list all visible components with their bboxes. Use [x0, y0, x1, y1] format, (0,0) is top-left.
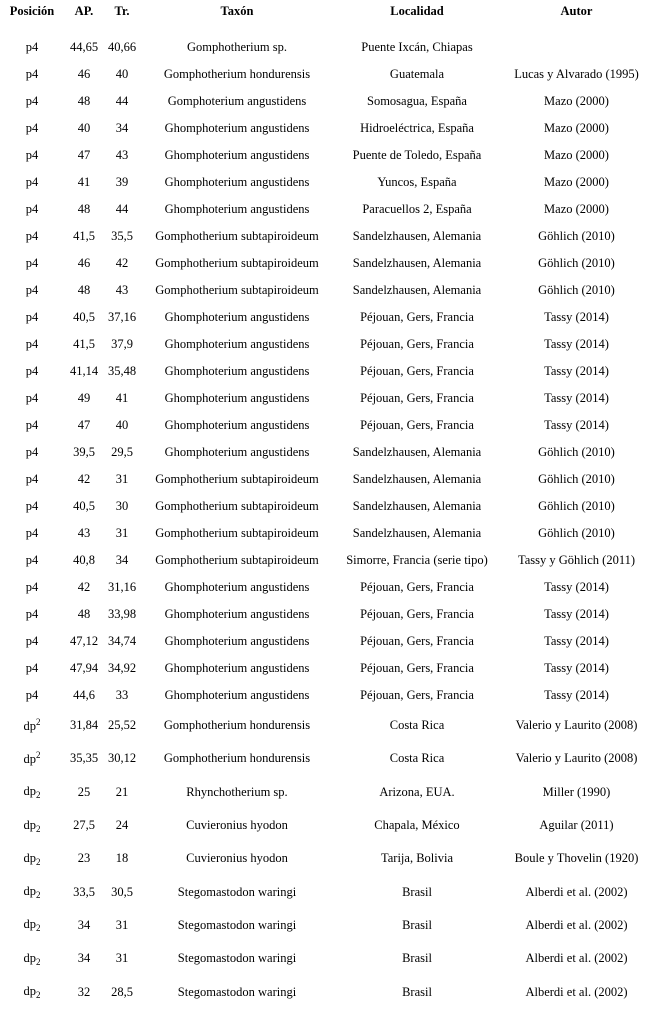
cell-tr: 34 [115, 553, 129, 567]
cell-ap: 47 [77, 418, 91, 432]
cell-posicion [0, 115, 64, 142]
cell-taxon: Gomphotherium subtapiroideum [155, 499, 319, 513]
cell-posicion [0, 909, 64, 942]
cell-posicion [0, 520, 64, 547]
table-row [0, 601, 653, 628]
cell-autor: Göhlich (2010) [538, 445, 615, 459]
cell-ap: 48 [77, 94, 91, 108]
cell-posicion [0, 196, 64, 223]
cell-localidad: Péjouan, Gers, Francia [360, 310, 474, 324]
cell-ap: 48 [77, 607, 91, 621]
position-base: p4 [25, 283, 39, 297]
cell-posicion [0, 412, 64, 439]
cell-localidad: Somosagua, España [367, 94, 467, 108]
cell-posicion [0, 358, 64, 385]
header-ap: AP. [74, 4, 94, 18]
cell-localidad: Péjouan, Gers, Francia [360, 364, 474, 378]
cell-autor: Tassy (2014) [544, 391, 609, 405]
table-row [0, 520, 653, 547]
position-base: p4 [25, 337, 39, 351]
table-row [0, 88, 653, 115]
cell-localidad: Brasil [402, 984, 432, 999]
table-row [0, 742, 653, 775]
cell-localidad: Costa Rica [389, 751, 445, 766]
cell-tr: 31 [115, 951, 129, 966]
cell-ap: 34 [77, 917, 91, 932]
cell-ap: 25 [77, 784, 91, 799]
cell-localidad: Brasil [402, 951, 432, 966]
cell-autor: Göhlich (2010) [538, 472, 615, 486]
cell-ap: 34 [77, 951, 91, 966]
position-base: p4 [25, 229, 39, 243]
position-base: p4 [25, 526, 39, 540]
table-row [0, 331, 653, 358]
cell-taxon: Ghomphoterium angustidens [164, 607, 310, 621]
cell-posicion [0, 574, 64, 601]
cell-ap: 49 [77, 391, 91, 405]
header-row [0, 0, 653, 34]
cell-posicion [0, 304, 64, 331]
cell-localidad: Puente Ixcán, Chiapas [361, 40, 473, 54]
table-row [0, 223, 653, 250]
table-row [0, 169, 653, 196]
cell-autor: Mazo (2000) [544, 148, 609, 162]
table-row [0, 709, 653, 742]
position-base: p4 [25, 121, 39, 135]
cell-taxon: Gomphotherium subtapiroideum [155, 229, 319, 243]
cell-taxon: Ghomphoterium angustidens [164, 445, 310, 459]
cell-tr: 41 [115, 391, 129, 405]
cell-taxon: Ghomphoterium angustidens [164, 148, 310, 162]
cell-autor: Lucas y Alvarado (1995) [514, 67, 639, 81]
table-body [0, 34, 653, 1009]
cell-tr: 30,5 [111, 884, 133, 899]
table-row [0, 142, 653, 169]
position-base: dp [23, 719, 36, 734]
position-base: dp [23, 850, 36, 865]
cell-posicion [0, 655, 64, 682]
cell-ap: 44,65 [69, 40, 99, 54]
table-row [0, 250, 653, 277]
cell-autor: Alberdi et al. (2002) [525, 951, 628, 966]
cell-taxon: Gomphotherium sp. [187, 40, 287, 54]
cell-autor: Göhlich (2010) [538, 283, 615, 297]
cell-autor [500, 34, 653, 61]
cell-taxon: Stegomastodon waringi [177, 884, 297, 899]
cell-autor: Tassy (2014) [544, 337, 609, 351]
cell-taxon: Ghomphoterium angustidens [164, 337, 310, 351]
cell-tr: 37,16 [107, 310, 137, 324]
table-row [0, 909, 653, 942]
cell-tr: 24 [115, 818, 129, 833]
cell-autor: Boule y Thovelin (1920) [514, 851, 639, 866]
cell-autor: Alberdi et al. (2002) [525, 984, 628, 999]
cell-localidad: Chapala, México [374, 818, 460, 833]
cell-ap: 35,35 [69, 751, 99, 766]
cell-ap: 44,6 [73, 688, 95, 702]
cell-tr: 30 [115, 499, 129, 513]
cell-taxon: Ghomphoterium angustidens [164, 688, 310, 702]
cell-posicion [0, 331, 64, 358]
cell-ap: 48 [77, 283, 91, 297]
table-row [0, 196, 653, 223]
cell-ap: 40 [77, 121, 91, 135]
cell-tr: 39 [115, 175, 129, 189]
cell-autor: Mazo (2000) [544, 175, 609, 189]
cell-tr: 30,12 [107, 751, 137, 766]
table-row [0, 975, 653, 1008]
cell-tr: 34,74 [107, 634, 137, 648]
position-base: p4 [25, 634, 39, 648]
cell-localidad: Paracuellos 2, España [362, 202, 472, 216]
cell-posicion [0, 169, 64, 196]
position-index: 2 [36, 890, 41, 901]
cell-localidad: Hidroeléctrica, España [360, 121, 474, 135]
cell-tr: 29,5 [111, 445, 133, 459]
cell-autor: Alberdi et al. (2002) [525, 917, 628, 932]
cell-taxon: Stegomastodon waringi [177, 951, 297, 966]
cell-posicion [0, 709, 64, 742]
table-row [0, 34, 653, 61]
table-row [0, 412, 653, 439]
cell-taxon: Gomphotherium hondurensis [163, 751, 311, 766]
cell-taxon: Gomphotherium subtapiroideum [155, 256, 319, 270]
cell-taxon: Gomphoterium angustidens [167, 94, 307, 108]
cell-ap: 40,8 [73, 553, 95, 567]
cell-tr: 35,48 [107, 364, 137, 378]
cell-ap: 43 [77, 526, 91, 540]
cell-tr: 43 [115, 148, 129, 162]
table-row [0, 628, 653, 655]
cell-posicion [0, 975, 64, 1008]
cell-posicion [0, 34, 64, 61]
cell-ap: 27,5 [73, 818, 95, 833]
header-taxon: Taxón [220, 4, 254, 18]
cell-tr: 40 [115, 67, 129, 81]
position-base: p4 [25, 175, 39, 189]
cell-autor: Tassy (2014) [544, 310, 609, 324]
position-base: p4 [25, 364, 39, 378]
cell-posicion [0, 942, 64, 975]
cell-taxon: Gomphotherium hondurensis [163, 718, 311, 733]
cell-tr: 43 [115, 283, 129, 297]
position-index: 2 [36, 790, 41, 801]
cell-localidad: Sandelzhausen, Alemania [352, 283, 482, 297]
cell-localidad: Simorre, Francia (serie tipo) [346, 553, 488, 567]
cell-taxon: Stegomastodon waringi [177, 984, 297, 999]
position-base: p4 [25, 40, 39, 54]
cell-posicion [0, 682, 64, 709]
position-base: p4 [25, 499, 39, 513]
cell-localidad: Arizona, EUA. [379, 784, 455, 799]
cell-localidad: Tarija, Bolivia [380, 851, 454, 866]
position-index: 2 [36, 856, 41, 867]
position-base: dp [23, 884, 36, 899]
cell-taxon: Cuvieronius hyodon [186, 818, 288, 833]
cell-ap: 42 [77, 580, 91, 594]
cell-posicion [0, 842, 64, 875]
header-localidad: Localidad [390, 4, 444, 18]
table-row [0, 842, 653, 875]
cell-autor: Valerio y Laurito (2008) [515, 718, 638, 733]
cell-taxon: Gomphotherium subtapiroideum [155, 283, 319, 297]
cell-posicion [0, 88, 64, 115]
cell-localidad: Péjouan, Gers, Francia [360, 418, 474, 432]
cell-tr: 33,98 [107, 607, 137, 621]
cell-taxon: Ghomphoterium angustidens [164, 175, 310, 189]
position-base: p4 [25, 94, 39, 108]
position-base: dp [23, 984, 36, 999]
cell-ap: 40,5 [73, 499, 95, 513]
position-base: dp [23, 784, 36, 799]
table-row [0, 574, 653, 601]
cell-localidad: Sandelzhausen, Alemania [352, 445, 482, 459]
cell-tr: 31 [115, 472, 129, 486]
cell-tr: 31 [115, 526, 129, 540]
cell-taxon: Cuvieronius hyodon [186, 851, 288, 866]
cell-tr: 18 [115, 851, 129, 866]
cell-autor: Tassy y Göhlich (2011) [517, 553, 636, 567]
cell-localidad: Brasil [402, 884, 432, 899]
table-row [0, 439, 653, 466]
cell-posicion [0, 776, 64, 809]
cell-ap: 31,84 [69, 718, 99, 733]
cell-ap: 41,14 [69, 364, 99, 378]
cell-autor: Mazo (2000) [544, 94, 609, 108]
cell-ap: 39,5 [73, 445, 95, 459]
position-base: p4 [25, 580, 39, 594]
cell-tr: 25,52 [107, 718, 137, 733]
position-base: p4 [25, 607, 39, 621]
cell-autor: Tassy (2014) [544, 688, 609, 702]
table-row [0, 493, 653, 520]
cell-ap: 40,5 [73, 310, 95, 324]
table-row [0, 809, 653, 842]
cell-autor: Alberdi et al. (2002) [525, 884, 628, 899]
position-index: 2 [36, 823, 41, 834]
cell-tr: 31 [115, 917, 129, 932]
position-base: p4 [25, 148, 39, 162]
cell-autor: Tassy (2014) [544, 607, 609, 621]
cell-taxon: Ghomphoterium angustidens [164, 121, 310, 135]
cell-autor: Göhlich (2010) [538, 526, 615, 540]
header-posicion: Posición [9, 4, 55, 18]
cell-autor: Tassy (2014) [544, 364, 609, 378]
cell-posicion [0, 385, 64, 412]
cell-tr: 44 [115, 94, 129, 108]
cell-localidad: Péjouan, Gers, Francia [360, 661, 474, 675]
position-base: p4 [25, 661, 39, 675]
cell-posicion [0, 809, 64, 842]
position-base: p4 [25, 202, 39, 216]
cell-localidad: Guatemala [389, 67, 445, 81]
cell-posicion [0, 466, 64, 493]
cell-localidad: Sandelzhausen, Alemania [352, 229, 482, 243]
cell-tr: 33 [115, 688, 129, 702]
table-row [0, 385, 653, 412]
cell-localidad: Costa Rica [389, 718, 445, 733]
position-index: 2 [36, 750, 41, 761]
cell-tr: 21 [115, 784, 129, 799]
cell-localidad: Péjouan, Gers, Francia [360, 580, 474, 594]
table-row [0, 655, 653, 682]
cell-autor: Mazo (2000) [544, 121, 609, 135]
cell-ap: 33,5 [73, 884, 95, 899]
cell-autor: Göhlich (2010) [538, 256, 615, 270]
cell-localidad: Brasil [402, 917, 432, 932]
cell-taxon: Ghomphoterium angustidens [164, 418, 310, 432]
cell-localidad: Péjouan, Gers, Francia [360, 391, 474, 405]
cell-posicion [0, 142, 64, 169]
position-base: p4 [25, 256, 39, 270]
table-row [0, 61, 653, 88]
cell-taxon: Gomphotherium subtapiroideum [155, 526, 319, 540]
position-base: p4 [25, 310, 39, 324]
cell-ap: 48 [77, 202, 91, 216]
cell-autor: Tassy (2014) [544, 418, 609, 432]
cell-autor: Tassy (2014) [544, 661, 609, 675]
cell-ap: 47 [77, 148, 91, 162]
cell-posicion [0, 493, 64, 520]
cell-posicion [0, 742, 64, 775]
cell-posicion [0, 223, 64, 250]
cell-ap: 41 [77, 175, 91, 189]
table-row [0, 277, 653, 304]
position-index: 2 [36, 990, 41, 1001]
cell-posicion [0, 601, 64, 628]
cell-tr: 37,9 [111, 337, 133, 351]
cell-ap: 32 [77, 984, 91, 999]
table-row [0, 942, 653, 975]
cell-taxon: Ghomphoterium angustidens [164, 391, 310, 405]
cell-autor: Aguilar (2011) [539, 818, 614, 833]
cell-taxon: Ghomphoterium angustidens [164, 634, 310, 648]
cell-tr: 42 [115, 256, 129, 270]
table-row [0, 358, 653, 385]
cell-posicion [0, 628, 64, 655]
cell-localidad: Puente de Toledo, España [352, 148, 482, 162]
cell-tr: 44 [115, 202, 129, 216]
position-base: p4 [25, 553, 39, 567]
cell-ap: 46 [77, 67, 91, 81]
cell-taxon: Ghomphoterium angustidens [164, 202, 310, 216]
position-base: p4 [25, 391, 39, 405]
position-index: 2 [36, 717, 41, 728]
cell-taxon: Gomphotherium hondurensis [163, 67, 311, 81]
cell-autor: Göhlich (2010) [538, 499, 615, 513]
cell-tr: 40,66 [107, 40, 137, 54]
cell-taxon: Ghomphoterium angustidens [164, 364, 310, 378]
cell-autor: Mazo (2000) [544, 202, 609, 216]
cell-autor: Tassy (2014) [544, 634, 609, 648]
cell-taxon: Ghomphoterium angustidens [164, 580, 310, 594]
cell-ap: 23 [77, 851, 91, 866]
position-base: p4 [25, 418, 39, 432]
cell-tr: 28,5 [111, 984, 133, 999]
cell-ap: 46 [77, 256, 91, 270]
cell-localidad: Péjouan, Gers, Francia [360, 688, 474, 702]
cell-taxon: Gomphotherium subtapiroideum [155, 472, 319, 486]
cell-localidad: Sandelzhausen, Alemania [352, 256, 482, 270]
cell-localidad: Péjouan, Gers, Francia [360, 634, 474, 648]
cell-autor: Göhlich (2010) [538, 229, 615, 243]
cell-posicion [0, 277, 64, 304]
position-index: 2 [36, 956, 41, 967]
position-base: p4 [25, 688, 39, 702]
cell-ap: 41,5 [73, 337, 95, 351]
position-base: dp [23, 752, 36, 767]
cell-tr: 40 [115, 418, 129, 432]
position-base: dp [23, 950, 36, 965]
cell-taxon: Ghomphoterium angustidens [164, 661, 310, 675]
table-row [0, 875, 653, 908]
cell-tr: 34,92 [107, 661, 137, 675]
cell-localidad: Sandelzhausen, Alemania [352, 472, 482, 486]
cell-ap: 42 [77, 472, 91, 486]
cell-localidad: Sandelzhausen, Alemania [352, 526, 482, 540]
cell-posicion [0, 875, 64, 908]
cell-ap: 47,12 [69, 634, 99, 648]
position-base: p4 [25, 445, 39, 459]
cell-localidad: Yuncos, España [377, 175, 457, 189]
cell-localidad: Péjouan, Gers, Francia [360, 337, 474, 351]
position-base: p4 [25, 472, 39, 486]
table-row [0, 682, 653, 709]
table-row [0, 115, 653, 142]
cell-ap: 41,5 [73, 229, 95, 243]
cell-taxon: Stegomastodon waringi [177, 917, 297, 932]
cell-tr: 31,16 [107, 580, 137, 594]
cell-tr: 34 [115, 121, 129, 135]
cell-posicion [0, 250, 64, 277]
cell-posicion [0, 61, 64, 88]
cell-ap: 47,94 [69, 661, 99, 675]
table-row [0, 547, 653, 574]
cell-tr: 35,5 [111, 229, 133, 243]
cell-posicion [0, 547, 64, 574]
position-base: dp [23, 917, 36, 932]
cell-autor: Miller (1990) [542, 784, 611, 799]
header-autor: Autor [560, 4, 593, 18]
header-tr: Tr. [114, 4, 130, 18]
cell-taxon: Ghomphoterium angustidens [164, 310, 310, 324]
position-index: 2 [36, 923, 41, 934]
table-row [0, 466, 653, 493]
cell-localidad: Sandelzhausen, Alemania [352, 499, 482, 513]
cell-autor: Valerio y Laurito (2008) [515, 751, 638, 766]
cell-localidad: Péjouan, Gers, Francia [360, 607, 474, 621]
cell-taxon: Rhynchotherium sp. [186, 784, 288, 799]
cell-posicion [0, 439, 64, 466]
cell-autor: Tassy (2014) [544, 580, 609, 594]
position-base: p4 [25, 67, 39, 81]
table-row [0, 776, 653, 809]
table-row [0, 304, 653, 331]
cell-taxon: Gomphotherium subtapiroideum [155, 553, 319, 567]
position-base: dp [23, 817, 36, 832]
